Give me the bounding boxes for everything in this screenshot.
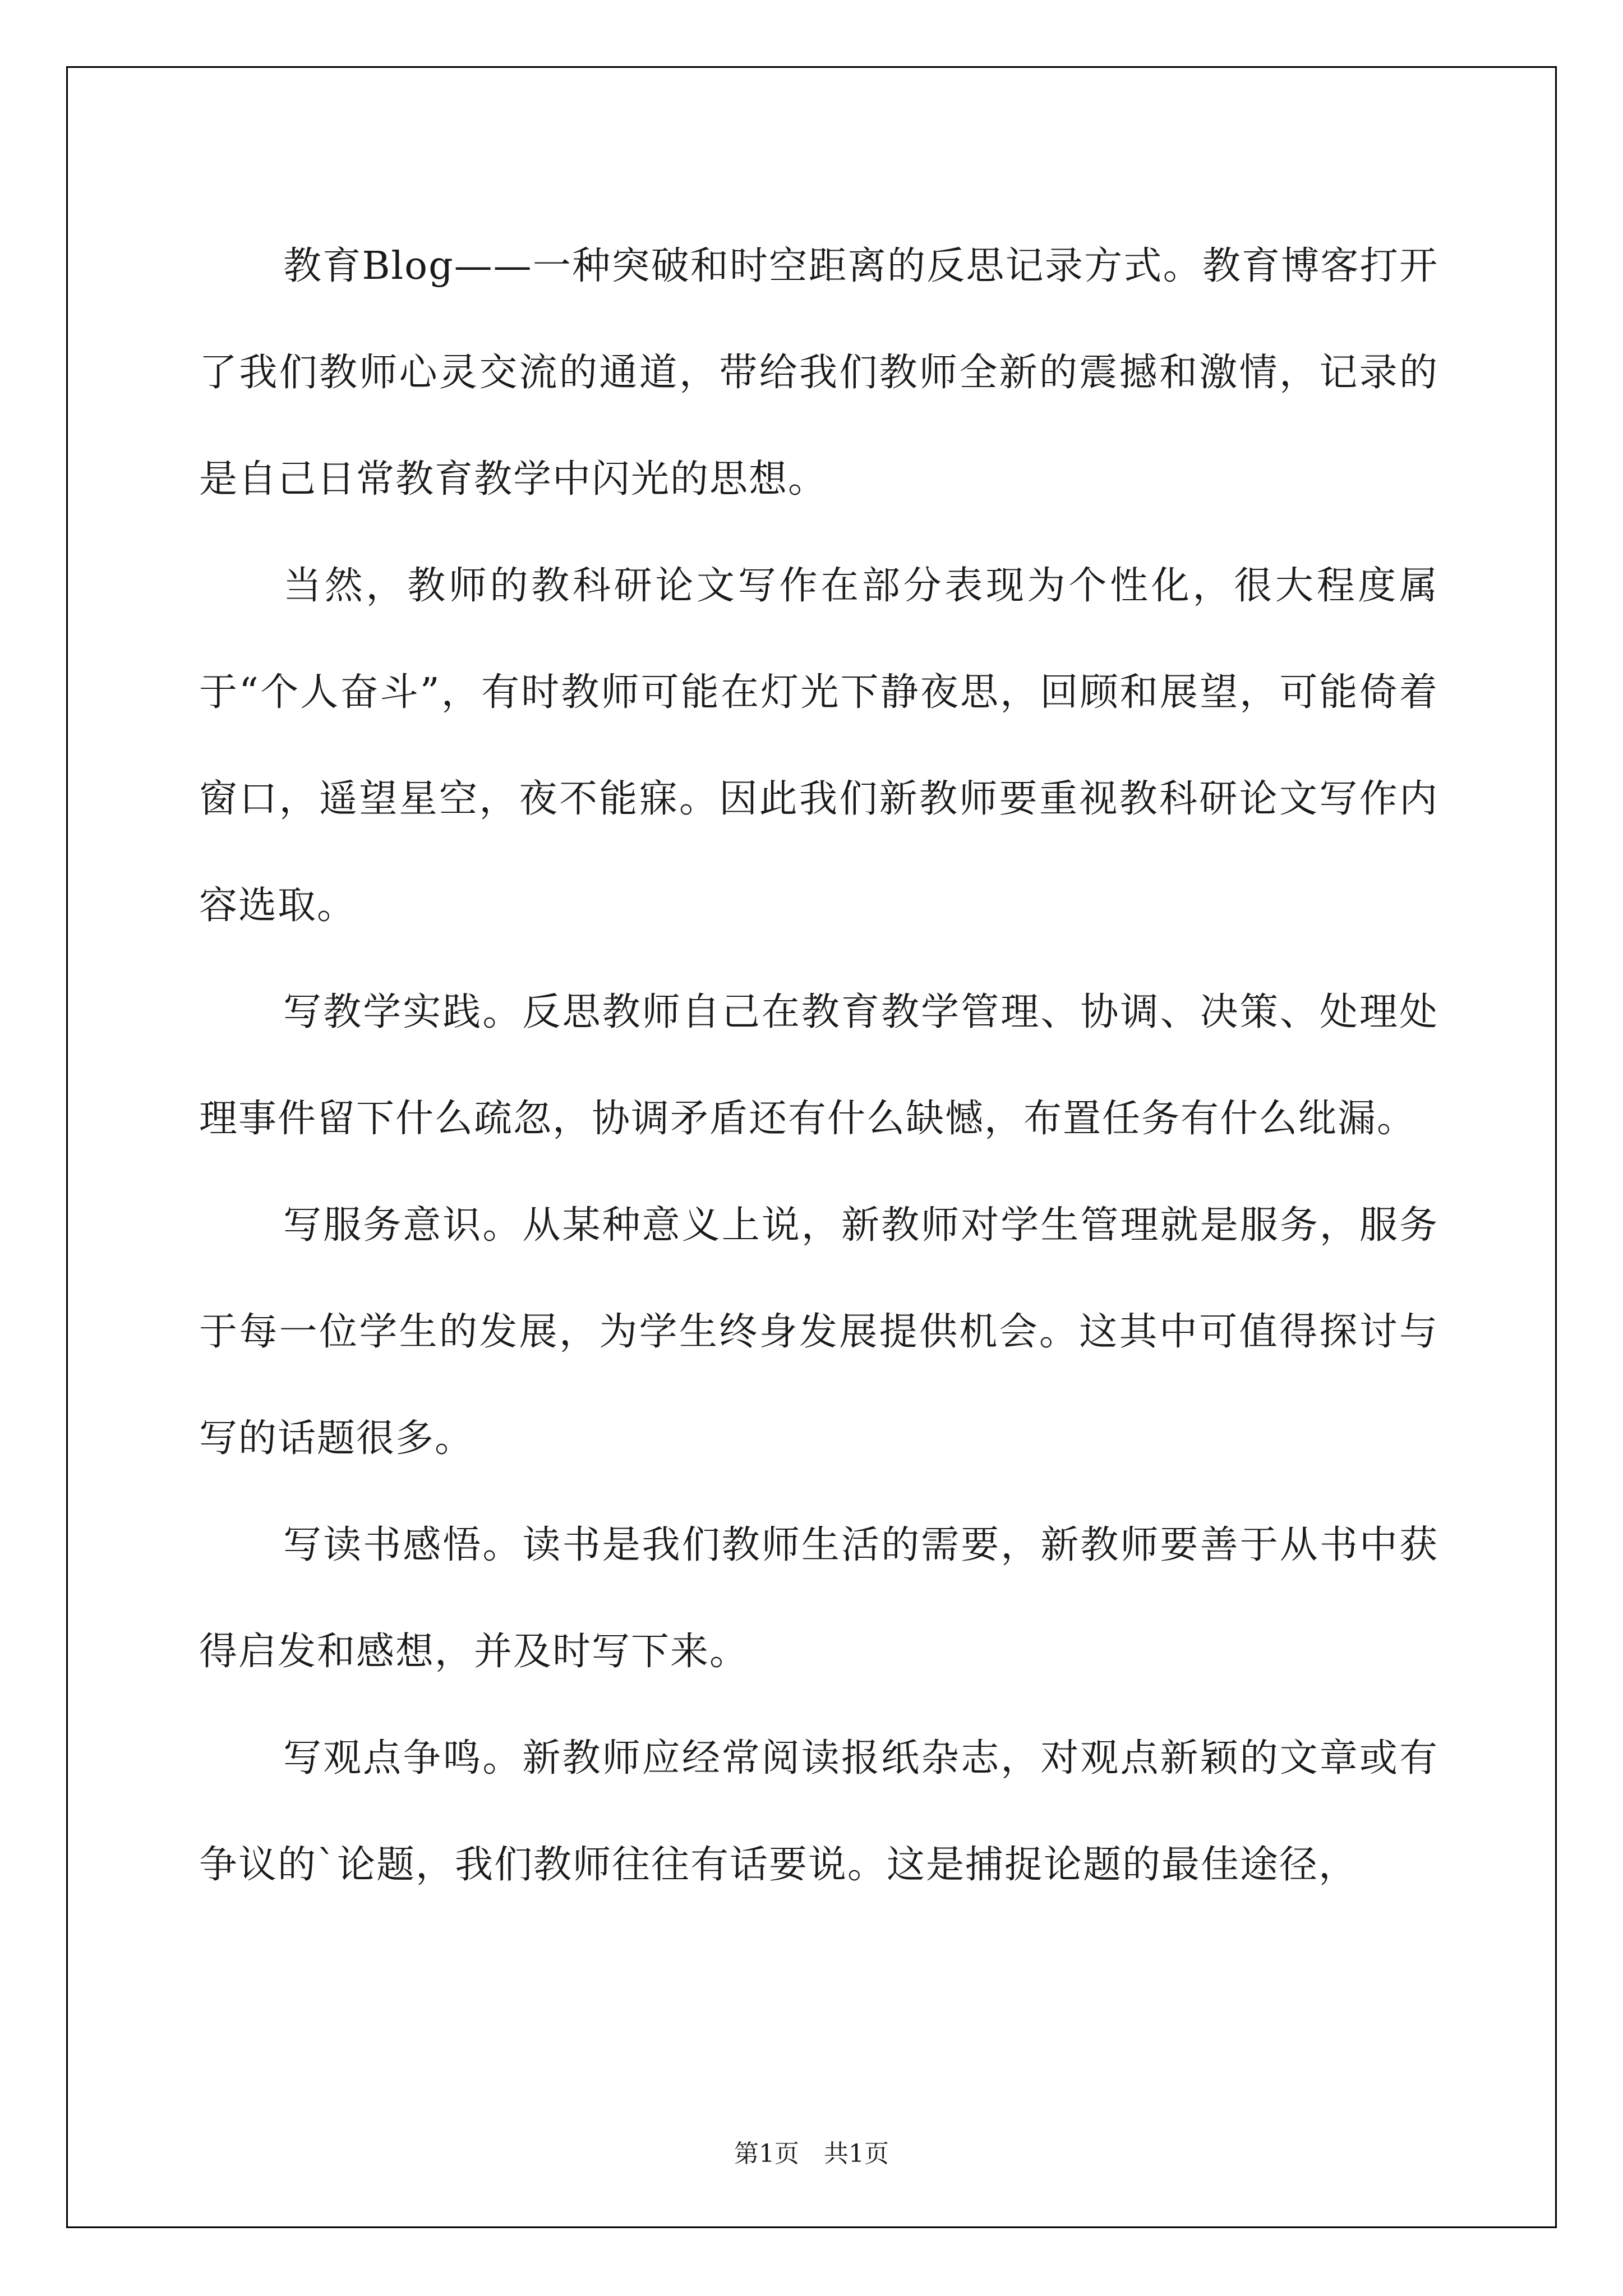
document-body xyxy=(199,213,1438,1918)
paragraph-2: 当然，教师的教科研论文写作在部分表现为个性化，很大程度属于“个人奋斗”，有时教师可能在灯光下静夜思，回顾和展望，可能倚着窗口，遥望星空，夜不能寐。因此我们新教师要重视教科研论文写作内容选取。 xyxy=(199,564,1438,928)
paragraph-1: 教育Blog——一种突破和时空距离的反思记录方式。教育博客打开了我们教师心灵交流的通道，带给我们教师全新的震撼和激情，记录的是自己日常教育教学中闪光的思想。 xyxy=(199,244,1438,501)
paragraph-3: 写教学实践。反思教师自己在教育教学管理、协调、决策、处理处理事件留下什么疏忽，协调矛盾还有什么缺憾，布置任务有什么纰漏。 xyxy=(199,990,1438,1141)
paragraph-6: 写观点争鸣。新教师应经常阅读报纸杂志，对观点新颖的文章或有争议的`论题，我们教师往往有话要说。这是捕捉论题的最佳途径， xyxy=(199,1736,1438,1887)
paragraph-5: 写读书感悟。读书是我们教师生活的需要，新教师要善于从书中获得启发和感想，并及时写下来。 xyxy=(199,1523,1438,1674)
page-footer: 第1页 共1页 xyxy=(734,2139,889,2168)
paragraph-4: 写服务意识。从某种意义上说，新教师对学生管理就是服务，服务于每一位学生的发展，为学生终身发展提供机会。这其中可值得探讨与写的话题很多。 xyxy=(199,1203,1438,1461)
